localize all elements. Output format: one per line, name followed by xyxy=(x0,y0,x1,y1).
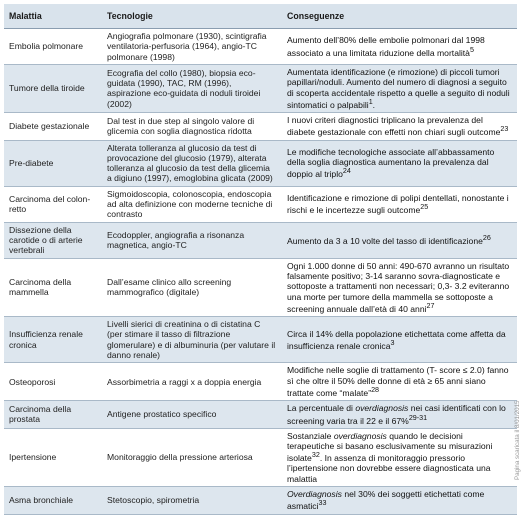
table-row xyxy=(4,29,517,65)
overdiagnosis-term: overdiagnosis xyxy=(333,430,387,441)
table-row xyxy=(4,186,517,222)
cell-conseguenze xyxy=(282,428,517,486)
reference-number: 27 xyxy=(426,301,435,310)
conseguenze-text: I nuovi criteri diagnostici triplicano la prevalenza del diabete gestazionale con effetti non chiari sugli outcome xyxy=(287,115,501,138)
conseguenze-text-cont: nel 30% dei soggetti etichettati come asmatici xyxy=(287,489,485,512)
reference-number: 25 xyxy=(420,203,429,212)
cell-malattia: Pre-diabete xyxy=(4,140,102,186)
conseguenze-text-cont: nei casi identificati con lo screening varia tra il 22 e il 67% xyxy=(287,403,506,426)
cell-malattia: Osteoporosi xyxy=(4,363,102,401)
cell-tecnologie: Monitoraggio della pressione arteriosa xyxy=(102,428,282,486)
conseguenze-text: Le modifiche tecnologiche associate all’abbassamento della soglia diagnostica aumentano la prevalenza dal doppio al triplo xyxy=(287,146,495,180)
cell-conseguenze xyxy=(282,140,517,186)
cell-malattia: Embolia polmonare xyxy=(4,29,102,65)
table-row xyxy=(4,363,517,401)
cell-conseguenze xyxy=(282,29,517,65)
table-row xyxy=(4,64,517,112)
cell-malattia: Ipertensione xyxy=(4,428,102,486)
conseguenze-text-cont: quando le decisioni terapeutiche si basano esclusivamente su misurazioni isolate xyxy=(287,430,493,464)
reference-number: 29-31 xyxy=(408,413,428,422)
cell-tecnologie: Assorbimetria a raggi x a doppia energia xyxy=(102,363,282,401)
cell-tecnologie: Dal test in due step al singolo valore di glicemia con soglia diagnostica ridotta xyxy=(102,113,282,140)
conseguenze-text: Aumento dell’80% delle embolie polmonari dal 1998 associato a una limitata riduzione della mortalità xyxy=(287,35,485,58)
cell-conseguenze xyxy=(282,487,517,514)
cell-tecnologie: Sigmoidoscopia, colonoscopia, endoscopia ad alta definizione con moderne tecniche di contrasto xyxy=(102,186,282,222)
cell-conseguenze xyxy=(282,401,517,428)
conseguenze-text: Circa il 14% della popolazione etichettata come affetta da insufficienza renale cronica xyxy=(287,328,506,351)
reference-number: 1 xyxy=(368,97,373,106)
cell-conseguenze xyxy=(282,64,517,112)
conseguenze-text: Sostanziale xyxy=(287,430,334,441)
table-row xyxy=(4,113,517,140)
reference-number: 28 xyxy=(371,386,380,395)
overdiagnosis-term: Overdiagnosis xyxy=(287,489,342,500)
overdiagnosis-term: overdiagnosis xyxy=(355,403,409,414)
cell-conseguenze xyxy=(282,317,517,363)
table-row xyxy=(4,258,517,316)
reference-number: 32 xyxy=(311,451,320,460)
document-page xyxy=(4,4,517,515)
header-conseguenze: Conseguenze xyxy=(282,4,517,29)
conseguenze-text: Modifiche nelle soglie di trattamento (T- score ≤ 2.0) fanno sì che oltre il 50% delle donne di età ≥ 65 anni siano trattate come “malate” xyxy=(287,365,509,398)
cell-tecnologie: Alterata tolleranza al glucosio da test di provocazione del glucosio (1979), alterata tolleranza al glucosio da test della glicemia a digiuno (1997), emoglobina glicata (2009) xyxy=(102,140,282,186)
cell-malattia: Carcinoma della mammella xyxy=(4,258,102,316)
download-stamp-text: Pagina scaricata il 8/01/2015 xyxy=(514,400,521,480)
overdiagnosis-table xyxy=(4,4,517,515)
cell-malattia: Diabete gestazionale xyxy=(4,113,102,140)
cell-malattia: Carcinoma della prostata xyxy=(4,401,102,428)
table-header-row xyxy=(4,4,517,29)
table-row xyxy=(4,140,517,186)
cell-tecnologie: Angiografia polmonare (1930), scintigrafia ventilatoria-perfusoria (1964), angio-TC polmonare (1998) xyxy=(102,29,282,65)
reference-number: 5 xyxy=(469,45,474,54)
cell-malattia: Tumore della tiroide xyxy=(4,64,102,112)
cell-tecnologie: Ecodoppler, angiografia a risonanza magnetica, angio-TC xyxy=(102,222,282,258)
conseguenze-tail: . In assenza di monitoraggio pressorio l’ipertensione non dovrebbe essere diagnosticata una malattia xyxy=(287,453,491,484)
header-tecnologie: Tecnologie xyxy=(102,4,282,29)
conseguenze-text: Aumentata identificazione (e rimozione) di piccoli tumori papillari/noduli. Aumento del numero di diagnosi a seguito di scoperta accidentale rispetto a quelle a seguito di noduli sintomatici o palpabili xyxy=(287,66,510,110)
cell-tecnologie: Antigene prostatico specifico xyxy=(102,401,282,428)
table-row xyxy=(4,428,517,486)
cell-conseguenze xyxy=(282,186,517,222)
cell-conseguenze xyxy=(282,222,517,258)
cell-malattia: Asma bronchiale xyxy=(4,487,102,514)
cell-conseguenze xyxy=(282,363,517,401)
cell-malattia: Carcinoma del colon-retto xyxy=(4,186,102,222)
reference-number: 33 xyxy=(318,499,327,508)
download-stamp xyxy=(513,330,522,480)
table-row xyxy=(4,317,517,363)
cell-malattia: Dissezione della carotide o di arterie vertebrali xyxy=(4,222,102,258)
cell-malattia: Insufficienza renale cronica xyxy=(4,317,102,363)
table-row xyxy=(4,222,517,258)
conseguenze-tail: . xyxy=(372,99,376,110)
reference-number: 24 xyxy=(342,167,351,176)
conseguenze-text: Aumento da 3 a 10 volte del tasso di identificazione xyxy=(287,236,483,247)
reference-number: 26 xyxy=(482,234,491,243)
header-malattia: Malattia xyxy=(4,4,102,29)
cell-tecnologie: Livelli sierici di creatinina o di cistatina C (per stimare il tasso di filtrazione glomerulare) e di albuminuria (per valutare il danno renale) xyxy=(102,317,282,363)
table-row xyxy=(4,401,517,428)
cell-conseguenze xyxy=(282,113,517,140)
conseguenze-text: Identificazione e rimozione di polipi dentellati, nonostante i rischi e le incertezze sugli outcome xyxy=(287,193,509,216)
reference-number: 23 xyxy=(500,125,509,134)
table-row xyxy=(4,487,517,514)
cell-conseguenze xyxy=(282,258,517,316)
reference-number: 3 xyxy=(390,338,395,347)
cell-tecnologie: Ecografia del collo (1980), biopsia eco-guidata (1990), TAC, RM (1996), aspirazione eco-guidata di noduli tiroidei (2002) xyxy=(102,64,282,112)
conseguenze-text: La percentuale di xyxy=(287,403,356,414)
conseguenze-text: Ogni 1.000 donne di 50 anni: 490-670 avranno un risultato falsamente positivo; 3-14 saranno sovra-diagnosticate e sottoposte a trattamenti non necessari; 0,3- 3.2 eviteranno una morte per tumore della mammella se sottoposte a screening annuale dall’età di 40 anni xyxy=(287,260,510,314)
cell-tecnologie: Stetoscopio, spirometria xyxy=(102,487,282,514)
cell-tecnologie: Dall’esame clinico allo screening mammografico (digitale) xyxy=(102,258,282,316)
